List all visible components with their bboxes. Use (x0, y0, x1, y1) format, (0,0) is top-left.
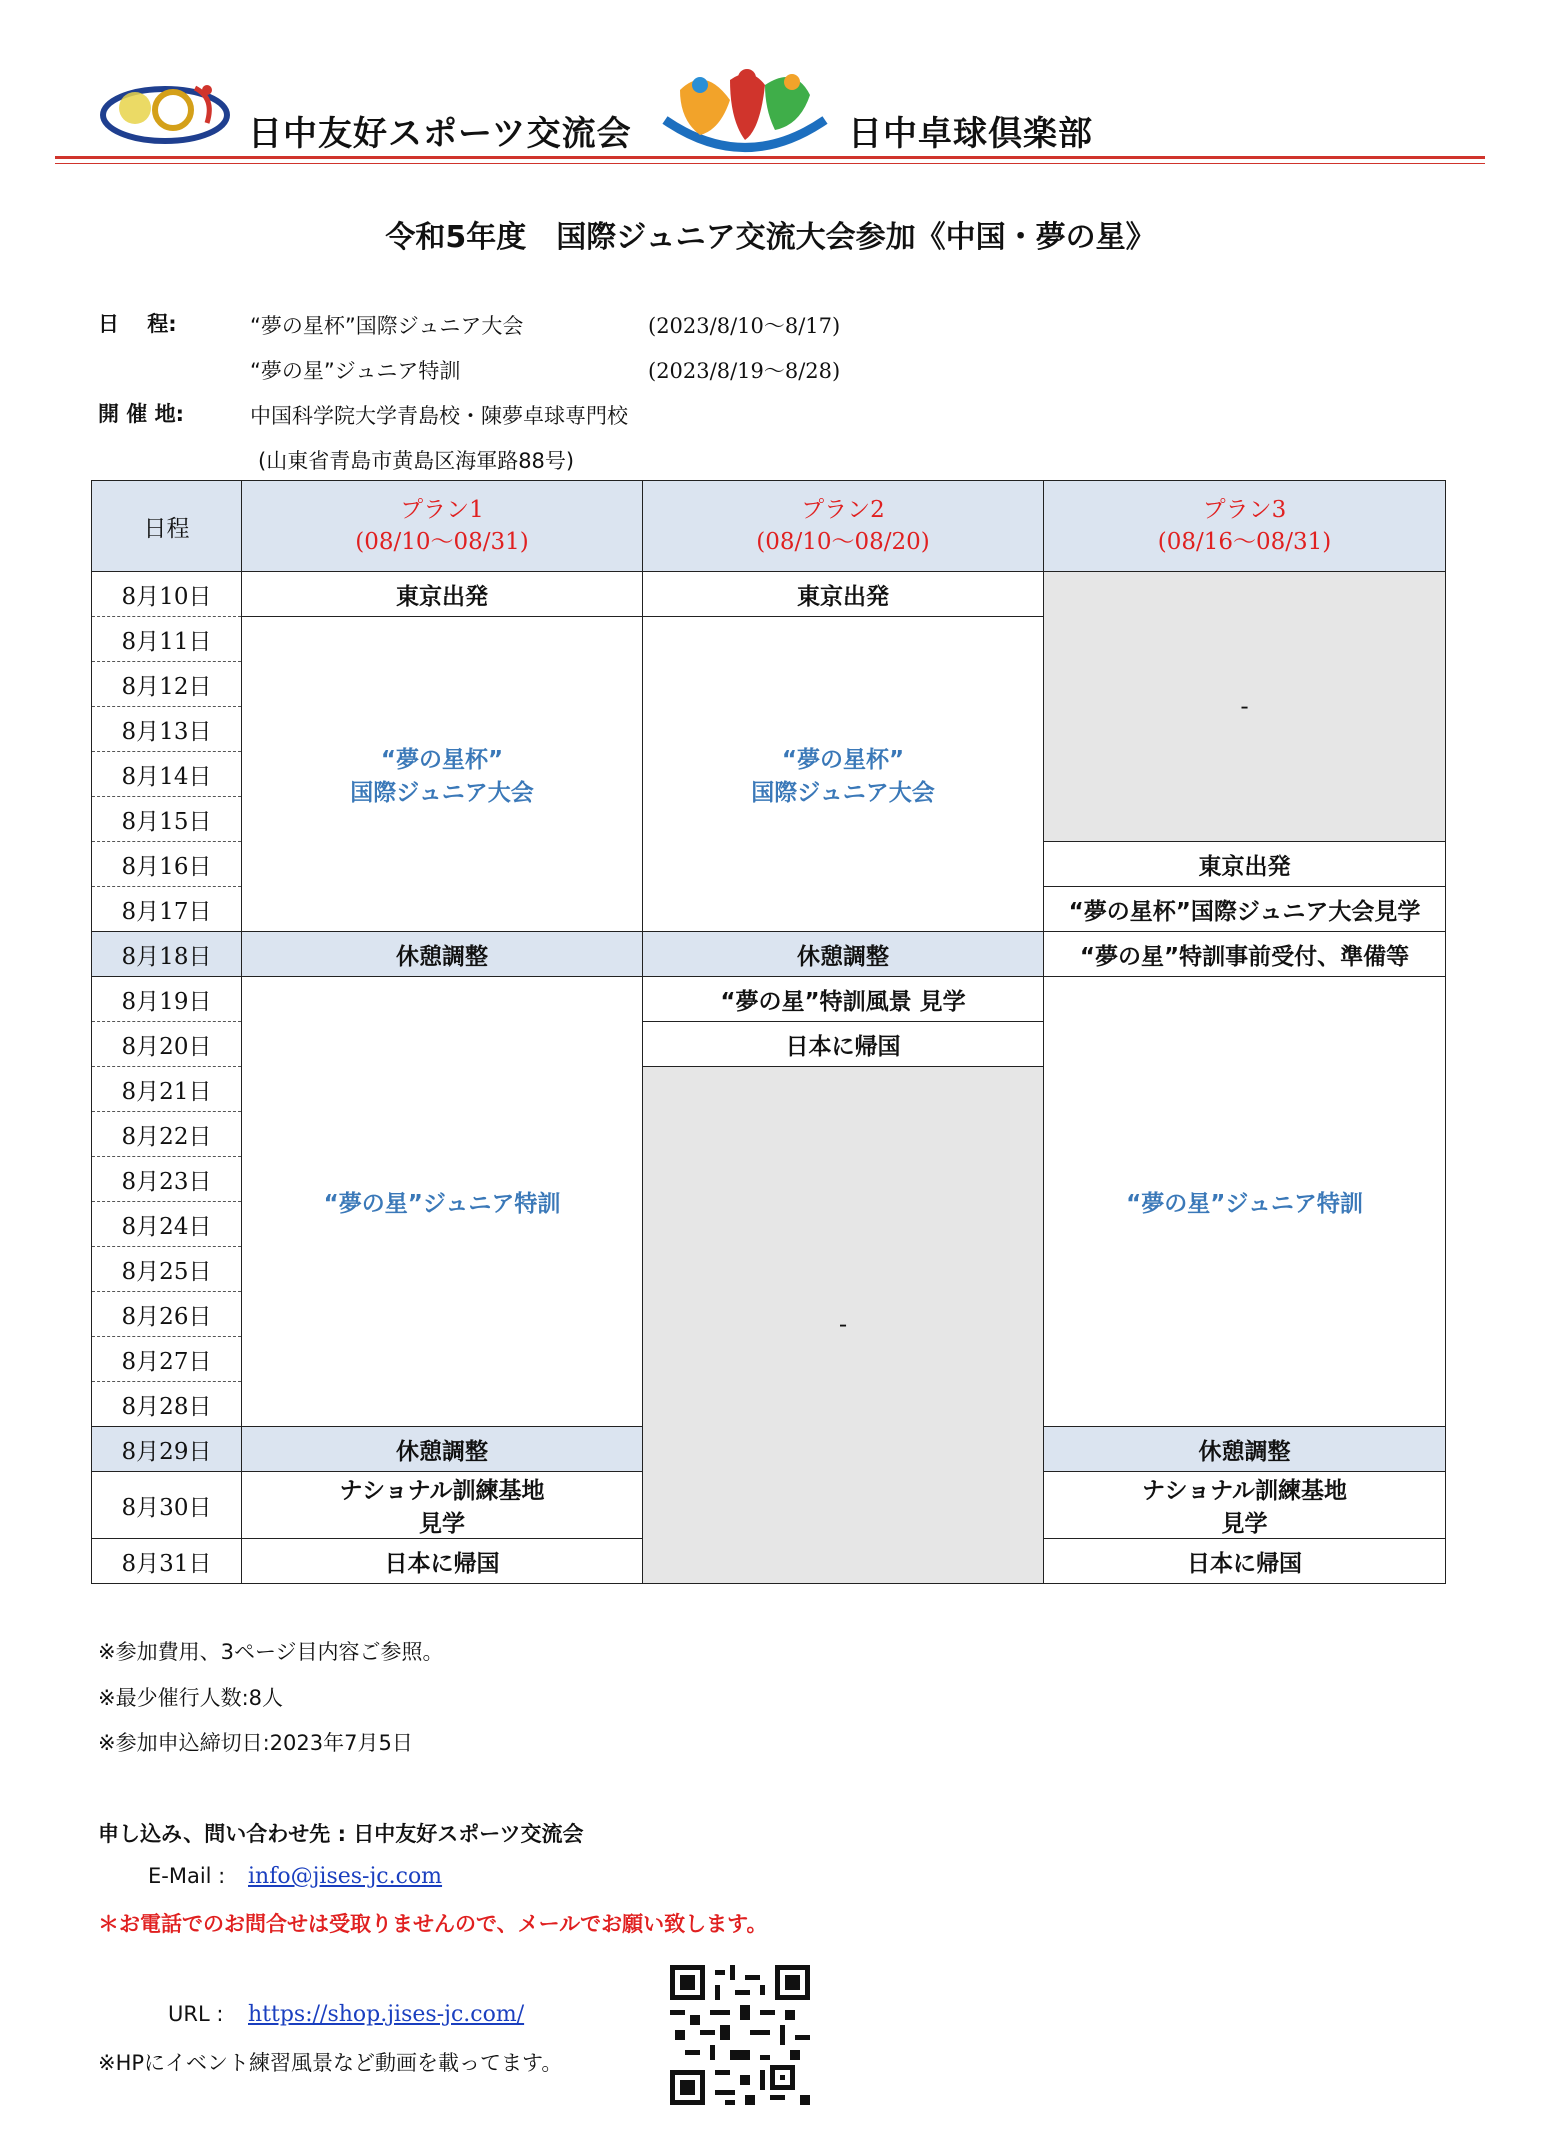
date-cell: 8月20日 (92, 1022, 242, 1067)
date-cell: 8月27日 (92, 1337, 242, 1382)
date-cell: 8月13日 (92, 707, 242, 752)
plan-2-rest: 休憩調整 (643, 932, 1044, 977)
date-cell: 8月11日 (92, 617, 242, 662)
table-corner: 日程 (92, 481, 242, 572)
event-1-name: “夢の星杯”国際ジュニア大会 (250, 314, 524, 338)
plan-3-depart: 東京出発 (1044, 842, 1446, 887)
plan-3-training: “夢の星”ジュニア特訓 (1044, 977, 1446, 1427)
plan-1-training: “夢の星”ジュニア特訓 (242, 977, 643, 1427)
plan-3-name: プラン3 (1202, 497, 1287, 523)
plan-3-range: (08/16～08/31) (1157, 529, 1332, 555)
date-cell: 8月12日 (92, 662, 242, 707)
logo-left (95, 68, 235, 158)
national-line-2: 見学 (1221, 1511, 1268, 1537)
date-cell: 8月17日 (92, 887, 242, 932)
date-cell: 8月16日 (92, 842, 242, 887)
plan-2-header (643, 481, 1044, 572)
hp-note: ※HPにイベント練習風景など動画を載ってます。 (98, 2051, 563, 2075)
plan-3-idle: - (1044, 572, 1446, 842)
org-name-right: 日中卓球倶楽部 (848, 114, 1093, 154)
header-rule (55, 156, 1485, 159)
plan-1-cup (242, 617, 643, 932)
plan-1-depart: 東京出発 (242, 572, 643, 617)
header-rule-thin (55, 163, 1485, 164)
schedule-table (91, 480, 1446, 1584)
plan-2-name: プラン2 (801, 497, 885, 523)
venue: 中国科学院大学青島校・陳夢卓球専門校 (250, 404, 628, 428)
date-cell: 8月18日 (92, 932, 242, 977)
org-name-left: 日中友好スポーツ交流会 (248, 114, 632, 154)
plan-3-return: 日本に帰国 (1044, 1539, 1446, 1584)
plan-3-national (1044, 1472, 1446, 1539)
url-label: URL : (168, 2002, 224, 2026)
page-title: 令和5年度 国際ジュニア交流大会参加《中国・夢の星》 (385, 220, 1156, 255)
cup-line-1: “夢の星杯” (380, 747, 504, 773)
url-link[interactable]: https://shop.jises-jc.com/ (248, 2002, 525, 2027)
plan-1-rest: 休憩調整 (242, 932, 643, 977)
plan-2-idle: - (643, 1067, 1044, 1584)
date-cell: 8月26日 (92, 1292, 242, 1337)
logo-center (660, 60, 830, 160)
national-line-1: ナショナル訓練基地 (339, 1478, 545, 1504)
qr-code (670, 1965, 810, 2105)
date-cell: 8月19日 (92, 977, 242, 1022)
national-line-1: ナショナル訓練基地 (1142, 1478, 1347, 1504)
plan-3-rest: 休憩調整 (1044, 1427, 1446, 1472)
plan-1-header (242, 481, 643, 572)
phone-warning: ＊お電話でのお問合せは受取りませんので、メールでお願い致します。 (98, 1912, 768, 1936)
note-min-people: ※最少催行人数:8人 (98, 1686, 284, 1710)
plan-2-range: (08/10～08/20) (756, 529, 930, 555)
plan-2-return: 日本に帰国 (643, 1022, 1044, 1067)
note-deadline: ※参加申込締切日:2023年7月5日 (98, 1731, 413, 1755)
plan-1-return: 日本に帰国 (242, 1539, 643, 1584)
event-2-dates: (2023/8/19～8/28) (648, 359, 841, 383)
date-cell: 8月31日 (92, 1539, 242, 1584)
cup-line-2: 国際ジュニア大会 (350, 780, 534, 806)
date-cell: 8月14日 (92, 752, 242, 797)
note-fee: ※参加費用、3ページ目内容ご参照。 (98, 1640, 444, 1664)
plan-2-depart: 東京出発 (643, 572, 1044, 617)
plan-1-range: (08/10～08/31) (355, 529, 529, 555)
schedule-label: 日 程: (98, 312, 177, 336)
date-cell: 8月15日 (92, 797, 242, 842)
plan-2-cup (643, 617, 1044, 932)
plan-1-name: プラン1 (400, 497, 484, 523)
cup-line-2: 国際ジュニア大会 (751, 780, 935, 806)
date-cell: 8月30日 (92, 1472, 242, 1539)
national-line-2: 見学 (419, 1511, 465, 1537)
cup-line-1: “夢の星杯” (781, 747, 905, 773)
date-cell: 8月29日 (92, 1427, 242, 1472)
date-cell: 8月23日 (92, 1157, 242, 1202)
email-link[interactable]: info@jises-jc.com (248, 1864, 443, 1889)
plan-2-training-watch: “夢の星”特訓風景 見学 (643, 977, 1044, 1022)
plan-1-national (242, 1472, 643, 1539)
event-2-name: “夢の星”ジュニア特訓 (250, 359, 461, 383)
contact-label: 申し込み、問い合わせ先 : 日中友好スポーツ交流会 (98, 1822, 584, 1846)
date-cell: 8月25日 (92, 1247, 242, 1292)
date-cell: 8月22日 (92, 1112, 242, 1157)
plan-3-reception: “夢の星”特訓事前受付、準備等 (1044, 932, 1446, 977)
email-label: E-Mail : (148, 1864, 226, 1888)
date-cell: 8月24日 (92, 1202, 242, 1247)
date-cell: 8月28日 (92, 1382, 242, 1427)
plan-3-header (1044, 481, 1446, 572)
plan-1-rest-2: 休憩調整 (242, 1427, 643, 1472)
plan-3-cup-watch: “夢の星杯”国際ジュニア大会見学 (1044, 887, 1446, 932)
date-cell: 8月10日 (92, 572, 242, 617)
venue-label: 開 催 地: (98, 402, 185, 426)
venue-address: (山東省青島市黄島区海軍路88号) (258, 449, 575, 473)
date-cell: 8月21日 (92, 1067, 242, 1112)
event-1-dates: (2023/8/10～8/17) (648, 314, 841, 338)
